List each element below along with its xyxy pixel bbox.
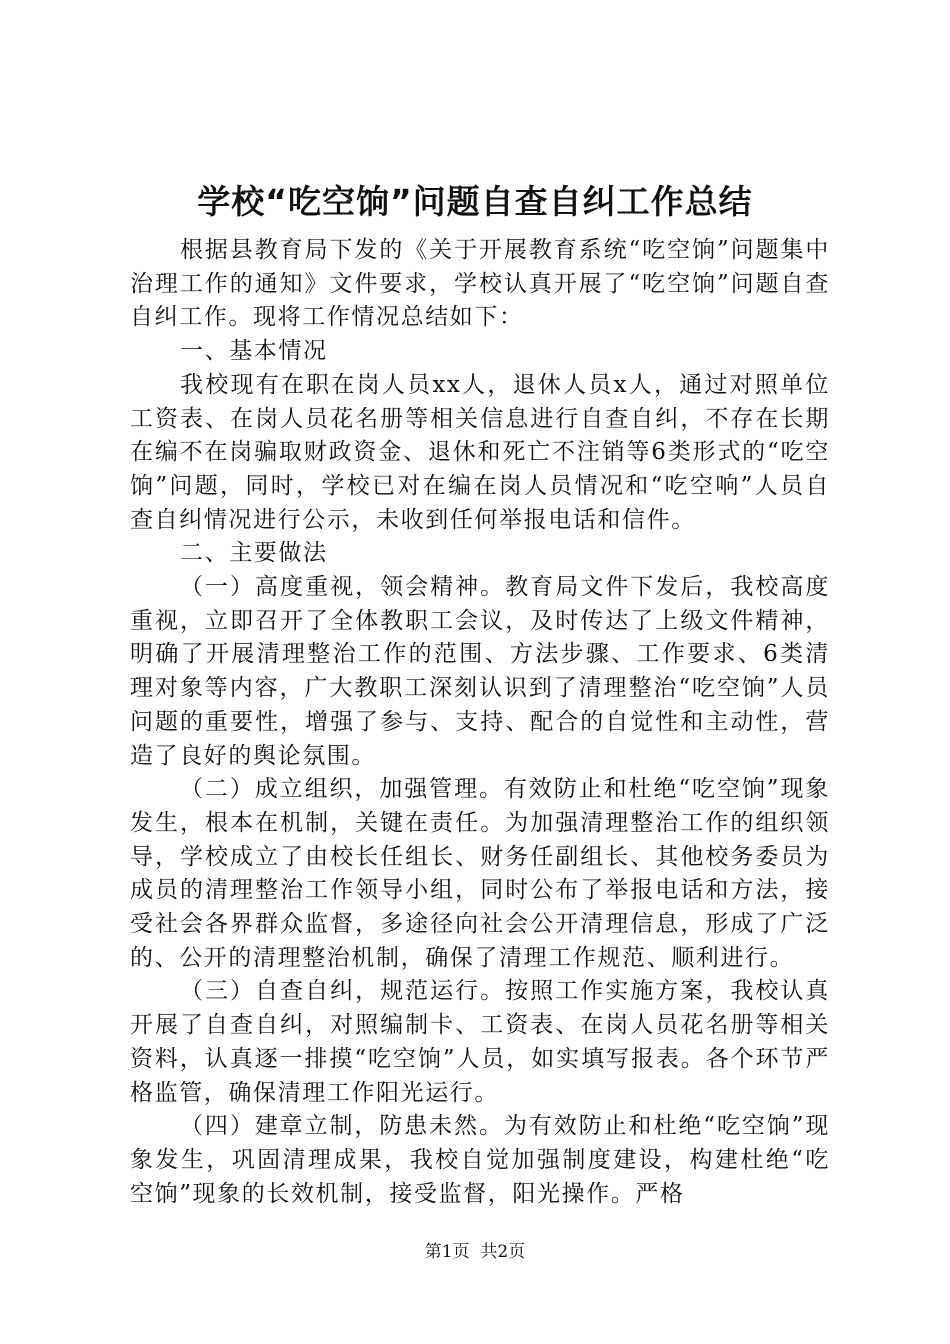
page-number-current: 第1页: [424, 1242, 470, 1262]
intro-paragraph: 根据县教育局下发的《关于开展教育系统“吃空饷”问题集中治理工作的通知》文件要求，学校认真开展了“吃空饷”问题自查自纠工作。现将工作情况总结如下：: [130, 237, 830, 331]
practice-item-2: （二）成立组织，加强管理。有效防止和杜绝“吃空饷”现象发生，根本在机制，关键在责任。为加强清理整治工作的组织领导，学校成立了由校长任组长、财务任副组长、其他校务委员为成员的清理整治工作领导小组，同时公布了举报电话和方法，接受社会各界群众监督，多途径向社会公开清理信息，形成了广泛的、公开的清理整治机制，确保了清理工作规范、顺利进行。: [130, 776, 830, 971]
practice-item-4: （四）建章立制，防患未然。为有效防止和杜绝“吃空饷”现象发生，巩固清理成果，我校自觉加强制度建设，构建杜绝“吃空饷”现象的长效机制，接受监督，阳光操作。严格: [130, 1113, 830, 1207]
practice-item-1: （一）高度重视，领会精神。教育局文件下发后，我校高度重视，立即召开了全体教职工会议，及时传达了上级文件精神，明确了开展清理整治工作的范围、方法步骤、工作要求、6类清理对象等内容，广大教职工深刻认识到了清理整治“吃空饷”人员问题的重要性，增强了参与、支持、配合的自觉性和主动性，营造了良好的舆论氛围。: [130, 574, 830, 769]
section-heading-main-practices: 二、主要做法: [180, 540, 328, 567]
document-body: [130, 234, 830, 1211]
page-number-total: 共2页: [480, 1242, 526, 1262]
page-footer: [0, 1240, 950, 1264]
document-title: 学校“吃空饷”问题自查自纠工作总结: [197, 182, 753, 221]
section-heading-basic-info: 一、基本情况: [180, 338, 328, 365]
practice-item-3: （三）自查自纠，规范运行。按照工作实施方案，我校认真开展了自查自纠，对照编制卡、工资表、在岗人员花名册等相关资料，认真逐一排摸“吃空饷”人员，如实填写报表。各个环节严格监管，确保清理工作阳光运行。: [130, 978, 830, 1106]
footer-separator: [470, 1242, 481, 1262]
basic-info-paragraph: 我校现有在职在岗人员xx人，退休人员x人，通过对照单位工资表、在岗人员花名册等相关信息进行自查自纠，不存在长期在编不在岗骗取财政资金、退休和死亡不注销等6类形式的“吃空饷”问题，同时，学校已对在编在岗人员情况和“吃空响”人员自查自纠情况进行公示，未收到任何举报电话和信件。: [130, 371, 830, 533]
